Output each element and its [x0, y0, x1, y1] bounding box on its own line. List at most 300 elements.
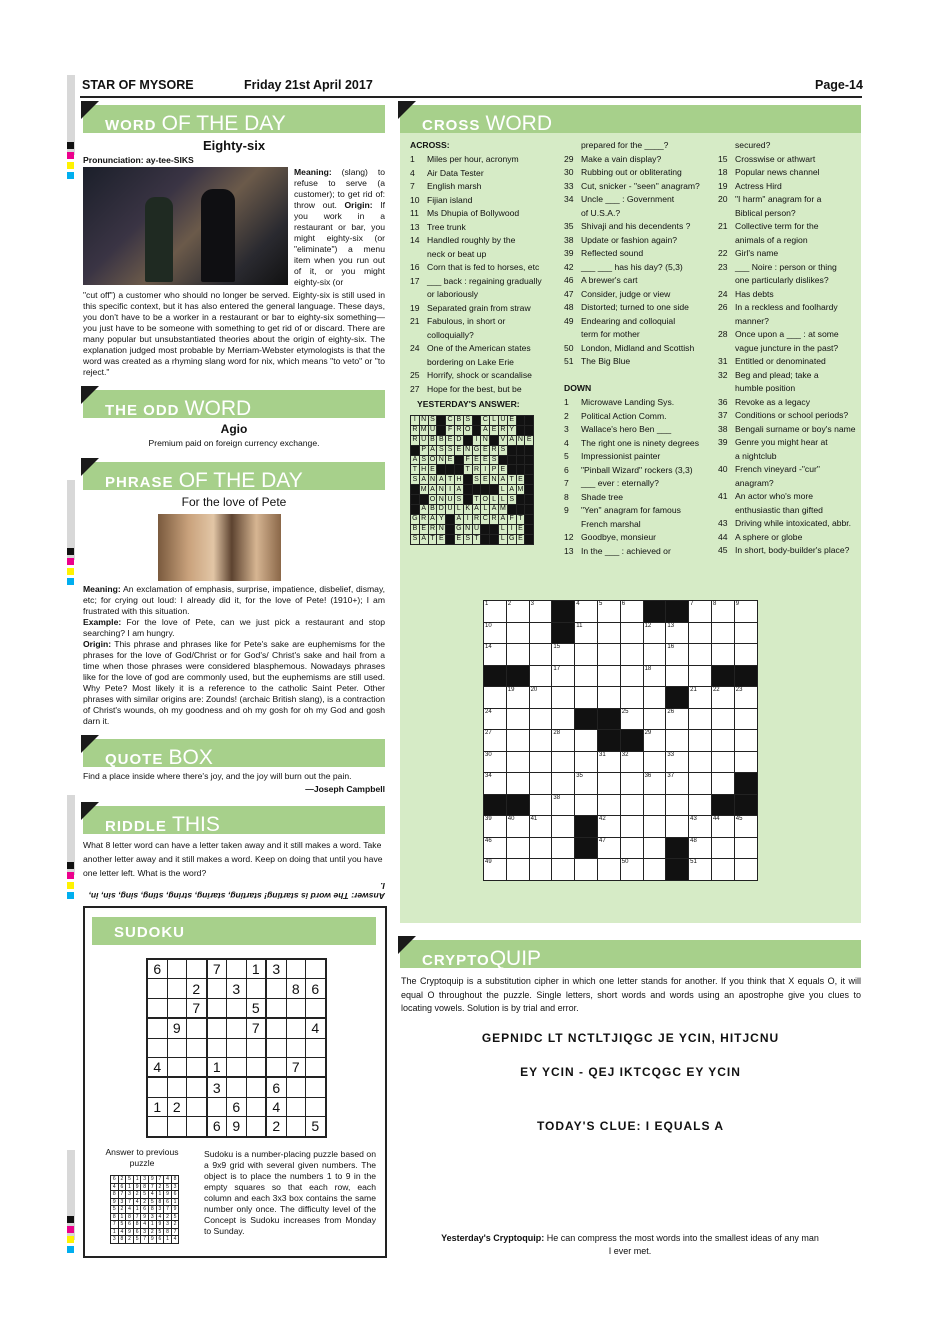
- answer-cell: I: [481, 465, 490, 475]
- crossword-cell[interactable]: 44: [711, 816, 734, 838]
- reg-mark: [67, 578, 74, 585]
- crossword-cell[interactable]: [689, 730, 712, 752]
- clue-item: [718, 477, 860, 491]
- crossword-cell[interactable]: 4: [575, 601, 598, 623]
- crossword-cell[interactable]: [689, 794, 712, 816]
- crossword-cell[interactable]: [575, 751, 598, 773]
- crossword-cell[interactable]: 11: [575, 622, 598, 644]
- crossword-cell[interactable]: 48: [689, 837, 712, 859]
- crossword-cell[interactable]: 21: [689, 687, 712, 709]
- clue-text: Separated grain from straw: [427, 302, 531, 313]
- sudoku-cell[interactable]: [246, 1117, 266, 1137]
- crossword-cell[interactable]: [620, 816, 643, 838]
- sudoku-cell[interactable]: [207, 1097, 227, 1116]
- sudoku-cell[interactable]: [227, 1077, 247, 1097]
- clue-number: 43: [718, 518, 728, 528]
- clue-number: 13: [564, 545, 574, 556]
- pronunciation: Pronunciation: ay-tee-SIKS: [83, 155, 194, 165]
- crossword-cell[interactable]: [643, 751, 666, 773]
- crossword-cell[interactable]: [620, 837, 643, 859]
- crossword-cell[interactable]: [666, 794, 689, 816]
- crossword-cell[interactable]: 2: [506, 601, 529, 623]
- crossword-cell[interactable]: [529, 622, 552, 644]
- crossword-cell[interactable]: 32: [620, 751, 643, 773]
- clue-number: 46: [564, 275, 574, 285]
- clue-text: Girl's name: [735, 248, 779, 258]
- crossword-cell[interactable]: [711, 730, 734, 752]
- crossword-grid[interactable]: [483, 600, 758, 881]
- answer-cell: T: [472, 534, 481, 544]
- crossword-cell: [552, 622, 575, 644]
- crossword-cell[interactable]: [620, 773, 643, 795]
- crossword-cell[interactable]: [689, 773, 712, 795]
- answer-cell: [490, 524, 499, 534]
- crossword-cell[interactable]: 6: [620, 601, 643, 623]
- clue-item: [410, 153, 560, 167]
- crossword-cell[interactable]: 3: [529, 601, 552, 623]
- answer-cell: S: [411, 475, 420, 485]
- crossword-cell[interactable]: [575, 687, 598, 709]
- clue-number: 1: [410, 154, 415, 164]
- answer-cell: F: [446, 425, 455, 435]
- crossword-cell[interactable]: 34: [484, 773, 507, 795]
- sudoku-cell[interactable]: [167, 1077, 187, 1097]
- sudoku-cell[interactable]: [227, 1057, 247, 1077]
- sudoku-cell: 4: [133, 1198, 141, 1206]
- reg-mark: [67, 152, 74, 159]
- crossword-cell[interactable]: [689, 708, 712, 730]
- sudoku-cell[interactable]: [147, 1077, 167, 1097]
- answer-cell: S: [463, 534, 472, 544]
- crossword-cell[interactable]: 13: [666, 622, 689, 644]
- crossword-cell[interactable]: 14: [484, 644, 507, 666]
- sudoku-cell[interactable]: [147, 979, 167, 998]
- person-figure-icon: [145, 197, 173, 282]
- crossword-cell[interactable]: [506, 622, 529, 644]
- crossword-cell[interactable]: [734, 622, 757, 644]
- sudoku-cell[interactable]: [286, 1117, 306, 1137]
- crossword-cell[interactable]: [552, 859, 575, 881]
- crossword-cell[interactable]: [552, 837, 575, 859]
- crossword-cell[interactable]: [506, 837, 529, 859]
- crossword-cell[interactable]: [620, 644, 643, 666]
- crossword-cell[interactable]: 28: [552, 730, 575, 752]
- sudoku-cell[interactable]: [266, 998, 286, 1018]
- reg-mark: [67, 142, 74, 149]
- crossword-cell[interactable]: 7: [689, 601, 712, 623]
- clue-number: 4: [410, 167, 415, 178]
- answer-cell: M: [517, 485, 524, 493]
- crossword-cell[interactable]: 41: [529, 816, 552, 838]
- crossword-cell[interactable]: [666, 816, 689, 838]
- crossword-cell[interactable]: [734, 751, 757, 773]
- crossword-cell[interactable]: 39: [484, 816, 507, 838]
- clue-text: a nightclub: [735, 450, 777, 461]
- crossword-cell[interactable]: 43: [689, 816, 712, 838]
- crossword-cell[interactable]: [506, 859, 529, 881]
- sudoku-cell[interactable]: [187, 1097, 207, 1116]
- crossword-cell[interactable]: [597, 665, 620, 687]
- crossword-cell[interactable]: 18: [643, 665, 666, 687]
- answer-cell: [411, 445, 420, 455]
- crossword-cell[interactable]: 30: [484, 751, 507, 773]
- clue-item: [410, 180, 560, 194]
- crossword-cell[interactable]: [643, 644, 666, 666]
- cryptoquip-clue: TODAY'S CLUE: I EQUALS A: [536, 1119, 725, 1133]
- crossword-cell[interactable]: [711, 708, 734, 730]
- answer-cell: E: [419, 524, 428, 534]
- sudoku-cell[interactable]: [207, 979, 227, 998]
- crossword-cell[interactable]: 5: [597, 601, 620, 623]
- sudoku-cell: 8: [171, 1176, 179, 1184]
- crossword-cell[interactable]: [734, 644, 757, 666]
- clue-item: [718, 274, 860, 288]
- sudoku-cell[interactable]: [306, 1038, 326, 1057]
- crossword-cell[interactable]: 27: [484, 730, 507, 752]
- crossword-cell[interactable]: [620, 665, 643, 687]
- sudoku-cell: 5: [306, 1117, 326, 1137]
- answer-cell: S: [411, 534, 420, 544]
- clue-text: Once upon a ___ : at some: [735, 329, 839, 339]
- crossword-cell[interactable]: 22: [711, 687, 734, 709]
- crossword-cell[interactable]: 46: [484, 837, 507, 859]
- answer-cell: E: [481, 445, 490, 455]
- answer-cell: U: [447, 505, 453, 513]
- word-of-day-header: WORD OF THE DAY: [83, 105, 385, 133]
- clue-item: [564, 153, 714, 167]
- sudoku-cell[interactable]: [286, 1018, 306, 1038]
- sudoku-cell[interactable]: [147, 998, 167, 1018]
- sudoku-cell[interactable]: [306, 959, 326, 979]
- crossword-cell[interactable]: [643, 816, 666, 838]
- crossword-cell[interactable]: 23: [734, 687, 757, 709]
- crossword-cell[interactable]: [620, 622, 643, 644]
- clue-number: 45: [718, 545, 728, 555]
- clue-text: Biblical person?: [735, 207, 796, 218]
- sudoku-cell[interactable]: [246, 979, 266, 998]
- crossword-cell[interactable]: [529, 644, 552, 666]
- sudoku-cell[interactable]: [266, 1038, 286, 1057]
- crossword-cell[interactable]: [529, 708, 552, 730]
- sudoku-cell[interactable]: [207, 1018, 227, 1038]
- sudoku-cell[interactable]: [187, 1057, 207, 1077]
- crossword-cell[interactable]: [552, 687, 575, 709]
- crossword-cell[interactable]: [689, 751, 712, 773]
- crossword-cell[interactable]: [734, 730, 757, 752]
- crossword-cell[interactable]: 49: [484, 859, 507, 881]
- sudoku-cell: 5: [148, 1198, 156, 1206]
- crossword-cell[interactable]: [529, 773, 552, 795]
- crossword-cell[interactable]: 37: [666, 773, 689, 795]
- crossword-cell[interactable]: 12: [643, 622, 666, 644]
- crossword-cell[interactable]: 51: [689, 859, 712, 881]
- answer-cell: A: [507, 485, 516, 495]
- crossword-cell[interactable]: [529, 665, 552, 687]
- clue-text: Tree trunk: [427, 221, 466, 232]
- answer-cell: L: [498, 495, 507, 505]
- sudoku-cell[interactable]: [167, 959, 187, 979]
- crossword-cell[interactable]: [734, 708, 757, 730]
- quote-box-header: QUOTE BOX: [83, 739, 385, 767]
- crossword-cell[interactable]: 50: [620, 859, 643, 881]
- clue-item: [410, 342, 560, 356]
- crossword-cell[interactable]: 36: [643, 773, 666, 795]
- crossword-cell[interactable]: [689, 644, 712, 666]
- clues-col3: [718, 139, 860, 558]
- crossword-cell[interactable]: [575, 794, 598, 816]
- sudoku-cell[interactable]: [207, 1038, 227, 1057]
- answer-cell: [507, 445, 516, 455]
- crossword-cell: [484, 794, 507, 816]
- crossword-cell[interactable]: 17: [552, 665, 575, 687]
- crossword-cell[interactable]: [643, 687, 666, 709]
- answer-cell: M: [499, 505, 506, 513]
- crossword-cell[interactable]: [734, 837, 757, 859]
- answer-cell: [507, 455, 516, 465]
- crossword-cell[interactable]: [575, 644, 598, 666]
- sudoku-cell: 4: [111, 1183, 119, 1191]
- crossword-cell[interactable]: [575, 665, 598, 687]
- answer-cell: [446, 524, 455, 534]
- crossword-cell[interactable]: [597, 622, 620, 644]
- sudoku-cell[interactable]: [246, 1077, 266, 1097]
- sudoku-cell[interactable]: [187, 1117, 207, 1137]
- crossword-cell[interactable]: [711, 622, 734, 644]
- clue-text: French vineyard -"cur": [735, 464, 820, 474]
- crossword-cell[interactable]: [734, 859, 757, 881]
- crossword-cell[interactable]: [643, 708, 666, 730]
- answer-cell: A: [419, 505, 428, 515]
- answer-cell: [516, 425, 525, 435]
- clue-item: [718, 544, 860, 558]
- sudoku-cell[interactable]: [246, 1038, 266, 1057]
- clue-number: 30: [564, 167, 574, 177]
- crossword-cell[interactable]: 40: [506, 816, 529, 838]
- crossword-cell[interactable]: [620, 794, 643, 816]
- sudoku-cell[interactable]: [187, 1038, 207, 1057]
- crossword-cell[interactable]: 1: [484, 601, 507, 623]
- sudoku-cell[interactable]: [147, 1018, 167, 1038]
- clue-text: French marshal: [581, 518, 641, 529]
- odd-word: Agio: [220, 422, 248, 436]
- answer-cell: [516, 495, 525, 505]
- sudoku-cell[interactable]: [147, 1038, 167, 1057]
- clue-number: 25: [410, 370, 420, 380]
- clue-item: [718, 490, 860, 504]
- crossword-cell[interactable]: [620, 687, 643, 709]
- clue-item: [410, 248, 560, 262]
- crossword-cell[interactable]: [643, 794, 666, 816]
- sudoku-cell[interactable]: [227, 1038, 247, 1057]
- answer-cell: E: [490, 425, 499, 435]
- crossword-cell[interactable]: 42: [597, 816, 620, 838]
- sudoku-cell[interactable]: [167, 1038, 187, 1057]
- crossword-cell[interactable]: [711, 773, 734, 795]
- crossword-cell[interactable]: [529, 837, 552, 859]
- crossword-cell[interactable]: [506, 644, 529, 666]
- crossword-cell[interactable]: 33: [666, 751, 689, 773]
- crossword-cell[interactable]: [552, 708, 575, 730]
- clue-text: Ms Dhupia of Bollywood: [427, 208, 520, 218]
- crossword-cell[interactable]: [552, 773, 575, 795]
- clue-text: Reflected sound: [581, 248, 644, 258]
- sudoku-cell[interactable]: [187, 1018, 207, 1038]
- crossword-cell[interactable]: [597, 687, 620, 709]
- sudoku-cell[interactable]: [167, 1117, 187, 1137]
- crossword-cell[interactable]: [711, 859, 734, 881]
- riddle-answer: Answer: The word is starting! starting, staring, string, sting, sing, sin, in, I.: [88, 881, 385, 901]
- sudoku-cell[interactable]: [187, 1077, 207, 1097]
- crossword-cell[interactable]: [689, 622, 712, 644]
- sudoku-cell[interactable]: [227, 959, 247, 979]
- answer-cell: H: [421, 465, 427, 473]
- sudoku-cell[interactable]: [286, 1077, 306, 1097]
- clue-item: [564, 450, 714, 464]
- clue-text: ___ ever : eternally?: [581, 478, 659, 488]
- crossword-cell[interactable]: [711, 837, 734, 859]
- crossword-cell[interactable]: 29: [643, 730, 666, 752]
- crossword-cell[interactable]: [711, 644, 734, 666]
- clue-number: 36: [718, 396, 728, 407]
- sudoku-cell[interactable]: [266, 979, 286, 998]
- crossword-cell[interactable]: 19: [506, 687, 529, 709]
- sudoku-cell[interactable]: [227, 1018, 247, 1038]
- crossword-cell[interactable]: 45: [734, 816, 757, 838]
- clue-number: 28: [718, 329, 728, 339]
- crossword-cell[interactable]: [529, 730, 552, 752]
- crossword-cell[interactable]: 26: [666, 708, 689, 730]
- crossword-cell[interactable]: [643, 859, 666, 881]
- sudoku-cell[interactable]: [266, 1018, 286, 1038]
- answer-cell: P: [490, 465, 499, 475]
- clue-text: Uncle ___ : Government: [581, 194, 675, 204]
- clue-text: Microwave Landing Sys.: [581, 397, 675, 407]
- crossword-cell[interactable]: [597, 859, 620, 881]
- crossword-cell[interactable]: 24: [484, 708, 507, 730]
- yesterday-answer-grid: [410, 415, 534, 545]
- crossword-cell[interactable]: [711, 751, 734, 773]
- sudoku-cell[interactable]: [246, 1097, 266, 1116]
- crossword-cell[interactable]: [552, 751, 575, 773]
- crossword-cell[interactable]: 9: [734, 601, 757, 623]
- crossword-cell[interactable]: [506, 730, 529, 752]
- answer-cell: R: [473, 465, 479, 473]
- crossword-cell[interactable]: [689, 665, 712, 687]
- answer-cell: S: [419, 455, 428, 465]
- clue-number: 4: [564, 437, 569, 448]
- clue-item: [718, 436, 860, 450]
- crossword-cell[interactable]: 47: [597, 837, 620, 859]
- answer-cell: E: [446, 435, 455, 445]
- crossword-cell[interactable]: [506, 773, 529, 795]
- crossword-cell[interactable]: [552, 816, 575, 838]
- word-meaning: Meaning: (slang) to refuse to serve (a customer); to get rid of: throw out. Origin: If you work in a restaurant or bar, you might eighty-six (or "eliminate") a menu item when you run out of it, or you might eighty-six (or: [294, 167, 385, 287]
- crossword-cell[interactable]: [529, 751, 552, 773]
- crossword-cell[interactable]: 25: [620, 708, 643, 730]
- crossword-cell[interactable]: 10: [484, 622, 507, 644]
- sudoku-cell[interactable]: [207, 998, 227, 1018]
- sudoku-cell[interactable]: [286, 998, 306, 1018]
- clue-item: [718, 531, 860, 545]
- clue-item: [564, 220, 714, 234]
- answer-cell: G: [412, 515, 418, 523]
- quote-text: Find a place inside where there's joy, and the joy will burn out the pain.: [83, 771, 352, 781]
- crossword-cell: [575, 708, 598, 730]
- crossword-cell[interactable]: [484, 687, 507, 709]
- crossword-cell[interactable]: [529, 794, 552, 816]
- crossword-cell[interactable]: [666, 730, 689, 752]
- crossword-cell[interactable]: 15: [552, 644, 575, 666]
- answer-cell: P: [419, 445, 428, 455]
- crossword-cell[interactable]: 38: [552, 794, 575, 816]
- sudoku-cell[interactable]: [167, 1057, 187, 1077]
- sudoku-cell[interactable]: [187, 959, 207, 979]
- crossword-cell[interactable]: 31: [597, 751, 620, 773]
- answer-cell: A: [490, 505, 499, 515]
- sudoku-cell[interactable]: [227, 998, 247, 1018]
- clue-number: 14: [410, 235, 420, 245]
- sudoku-cell[interactable]: [306, 998, 326, 1018]
- clue-text: Political Action Comm.: [581, 410, 667, 421]
- sudoku-cell: 1: [118, 1213, 126, 1221]
- crossword-cell[interactable]: [506, 708, 529, 730]
- sudoku-cell[interactable]: [246, 1057, 266, 1077]
- sudoku-cell[interactable]: [167, 998, 187, 1018]
- sudoku-cell[interactable]: [306, 1057, 326, 1077]
- clue-text: "I harm" anagram for a: [735, 194, 822, 204]
- clue-text: English marsh: [427, 181, 482, 191]
- answer-cell: A: [428, 445, 437, 455]
- crossword-cell[interactable]: [575, 730, 598, 752]
- sudoku-cell: 9: [156, 1221, 164, 1229]
- clue-text: Beg and plead; take a: [735, 369, 819, 380]
- issue-date: Friday 21st April 2017: [244, 78, 373, 92]
- clue-text: colloquially?: [427, 329, 474, 340]
- crossword-cell[interactable]: [575, 859, 598, 881]
- sudoku-cell[interactable]: [286, 1038, 306, 1057]
- answer-cell: O: [429, 495, 436, 503]
- sudoku-cell[interactable]: [306, 1077, 326, 1097]
- crossword-cell[interactable]: 8: [711, 601, 734, 623]
- answer-cell: N: [438, 525, 444, 533]
- crossword-cell[interactable]: 16: [666, 644, 689, 666]
- sudoku-cell[interactable]: [306, 1097, 326, 1116]
- sudoku-cell[interactable]: [167, 979, 187, 998]
- clue-item: [564, 464, 714, 478]
- sudoku-cell[interactable]: [286, 959, 306, 979]
- crossword-cell[interactable]: [529, 859, 552, 881]
- sudoku-cell: 2: [167, 1097, 187, 1116]
- clue-text: term for mother: [581, 329, 640, 339]
- sudoku-cell[interactable]: [266, 1057, 286, 1077]
- crossword-cell[interactable]: [597, 794, 620, 816]
- crossword-cell[interactable]: 35: [575, 773, 598, 795]
- crossword-cell[interactable]: [597, 644, 620, 666]
- crossword-cell[interactable]: 20: [529, 687, 552, 709]
- crossword-cell[interactable]: [666, 665, 689, 687]
- sudoku-cell[interactable]: [286, 1097, 306, 1116]
- sudoku-cell: 7: [164, 1206, 172, 1214]
- sudoku-cell: 9: [171, 1206, 179, 1214]
- clue-item: [564, 166, 714, 180]
- crossword-cell[interactable]: [643, 837, 666, 859]
- clue-item: [718, 139, 860, 153]
- crossword-cell[interactable]: [506, 751, 529, 773]
- sudoku-cell: 2: [133, 1191, 141, 1199]
- sudoku-cell[interactable]: [147, 1117, 167, 1137]
- crossword-cell[interactable]: [597, 773, 620, 795]
- clue-text: One of the American states: [427, 343, 531, 353]
